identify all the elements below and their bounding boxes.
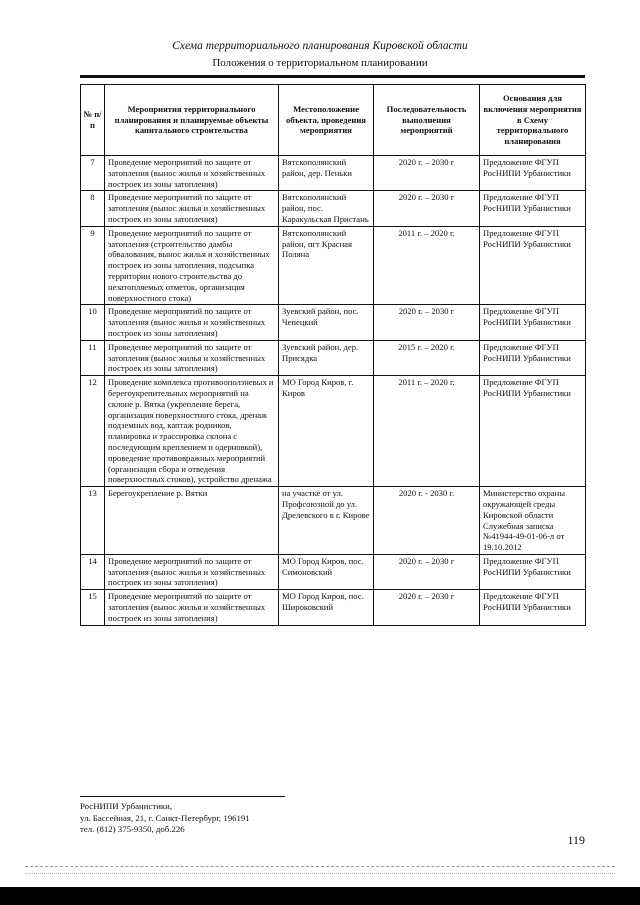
row-period: 2015 г. – 2020 г. <box>374 340 480 375</box>
row-basis: Предложение ФГУП РосНИПИ Урбанистики <box>480 226 586 305</box>
row-location: Зуевский район, пос. Чепецкий <box>279 305 374 340</box>
planning-table <box>80 84 586 626</box>
column-header-event: Мероприятия территориального планирования и планируемые объекты капитального строительства <box>105 85 279 156</box>
row-event: Проведение комплекса противооползневых и берегоукрепительных мероприятий на склоне р. Вятка (укрепление берега, организация поверхностного стока, дренаж подземных вод, каптаж родников, планировка и трассировка склона с последующим креплением и одерновкой), проведение противовражных мероприятий (организация сбора и отведения поверхностных стоков), устройство дренажа <box>105 376 279 487</box>
column-header-basis: Основания для включения мероприятия в Схему территориального планирования <box>480 85 586 156</box>
table-row <box>81 590 586 625</box>
table-row <box>81 305 586 340</box>
scan-edge-bar <box>0 887 640 905</box>
row-location: Вятскополянский район, пгт Красная Поляна <box>279 226 374 305</box>
page-number: 119 <box>567 833 585 847</box>
table-row <box>81 340 586 375</box>
row-location: на участке от ул. Профсоюзной до ул. Дрелевского в г. Кирове <box>279 487 374 555</box>
row-basis: Министерство охраны окружающей среды Кировской области Служебная записка №41944-49-01-06-л от 19.10.2012 <box>480 487 586 555</box>
column-header-period: Последовательность выполнения мероприятий <box>374 85 480 156</box>
row-basis: Предложение ФГУП РосНИПИ Урбанистики <box>480 554 586 589</box>
row-period: 2011 г. – 2020 г. <box>374 376 480 487</box>
column-header-number: № п/п <box>81 85 105 156</box>
row-number: 13 <box>81 487 105 555</box>
row-period: 2020 г. – 2030 г <box>374 554 480 589</box>
row-basis: Предложение ФГУП РосНИПИ Урбанистики <box>480 376 586 487</box>
row-basis: Предложение ФГУП РосНИПИ Урбанистики <box>480 305 586 340</box>
row-number: 7 <box>81 156 105 191</box>
row-event: Проведение мероприятий по защите от затопления (вынос жилья и хозяйственных построек из зоны затопления) <box>105 340 279 375</box>
row-number: 9 <box>81 226 105 305</box>
row-number: 8 <box>81 191 105 226</box>
column-header-location: Местоположение объекта, проведения мероприятия <box>279 85 374 156</box>
document-title: Схема территориального планирования Кировской области <box>172 40 468 52</box>
row-location: Вятскополянский район, пос. Каракульская Пристань <box>279 191 374 226</box>
row-event: Берегоукрепление р. Вятки <box>105 487 279 555</box>
row-basis: Предложение ФГУП РосНИПИ Урбанистики <box>480 191 586 226</box>
table-row <box>81 191 586 226</box>
row-location: Вятскополянский район, дер. Пеньки <box>279 156 374 191</box>
row-period: 2020 г. – 2030 г <box>374 590 480 625</box>
row-basis: Предложение ФГУП РосНИПИ Урбанистики <box>480 156 586 191</box>
footer-contact <box>80 801 400 836</box>
row-location: МО Город Киров, пос. Симоновский <box>279 554 374 589</box>
table-row <box>81 226 586 305</box>
row-event: Проведение мероприятий по защите от затопления (вынос жилья и хозяйственных построек из зоны затопления) <box>105 554 279 589</box>
document-subtitle: Положения о территориальном планировании <box>212 57 428 69</box>
row-period: 2020 г. – 2030 г <box>374 305 480 340</box>
row-period: 2020 г. - 2030 г. <box>374 487 480 555</box>
row-location: Зуевский район, дер. Присядка <box>279 340 374 375</box>
table-row <box>81 376 586 487</box>
scan-artifact-line <box>25 873 615 874</box>
row-period: 2011 г. – 2020 г. <box>374 226 480 305</box>
header-divider <box>80 75 585 78</box>
row-number: 11 <box>81 340 105 375</box>
row-number: 15 <box>81 590 105 625</box>
footer-divider <box>80 796 285 797</box>
row-event: Проведение мероприятий по защите от затопления (вынос жилья и хозяйственных построек из зоны затопления) <box>105 156 279 191</box>
footer-address: ул. Бассейная, 21, г. Санкт-Петербург, 196191 <box>80 812 250 823</box>
row-period: 2020 г. – 2030 г <box>374 156 480 191</box>
scan-artifact-line <box>25 866 615 867</box>
table-row <box>81 156 586 191</box>
footer-org: РосНИПИ Урбанистики, <box>80 801 173 811</box>
footer-phone: тел. (812) 375-9350, доб.226 <box>80 824 185 834</box>
row-location: МО Город Киров, пос. Широковский <box>279 590 374 625</box>
row-event: Проведение мероприятий по защите от затопления (вынос жилья и хозяйственных построек из зоны затопления) <box>105 305 279 340</box>
table-row <box>81 487 586 555</box>
row-event: Проведение мероприятий по защите от затопления (вынос жилья и хозяйственных построек из зоны затопления) <box>105 191 279 226</box>
row-location: МО Город Киров, г. Киров <box>279 376 374 487</box>
table-header-row <box>81 85 586 156</box>
row-event: Проведение мероприятий по защите от затопления (строительство дамбы обвалования, вынос жилья и хозяйственных построек из зоны затопления, подсыпка территории нового строительства до незатопляемых отметок, организация поверхностного стока) <box>105 226 279 305</box>
row-period: 2020 г. – 2030 г <box>374 191 480 226</box>
table-row <box>81 554 586 589</box>
row-event: Проведение мероприятий по защите от затопления (вынос жилья и хозяйственных построек из зоны затопления) <box>105 590 279 625</box>
row-basis: Предложение ФГУП РосНИПИ Урбанистики <box>480 590 586 625</box>
row-number: 10 <box>81 305 105 340</box>
row-basis: Предложение ФГУП РосНИПИ Урбанистики <box>480 340 586 375</box>
row-number: 14 <box>81 554 105 589</box>
row-number: 12 <box>81 376 105 487</box>
